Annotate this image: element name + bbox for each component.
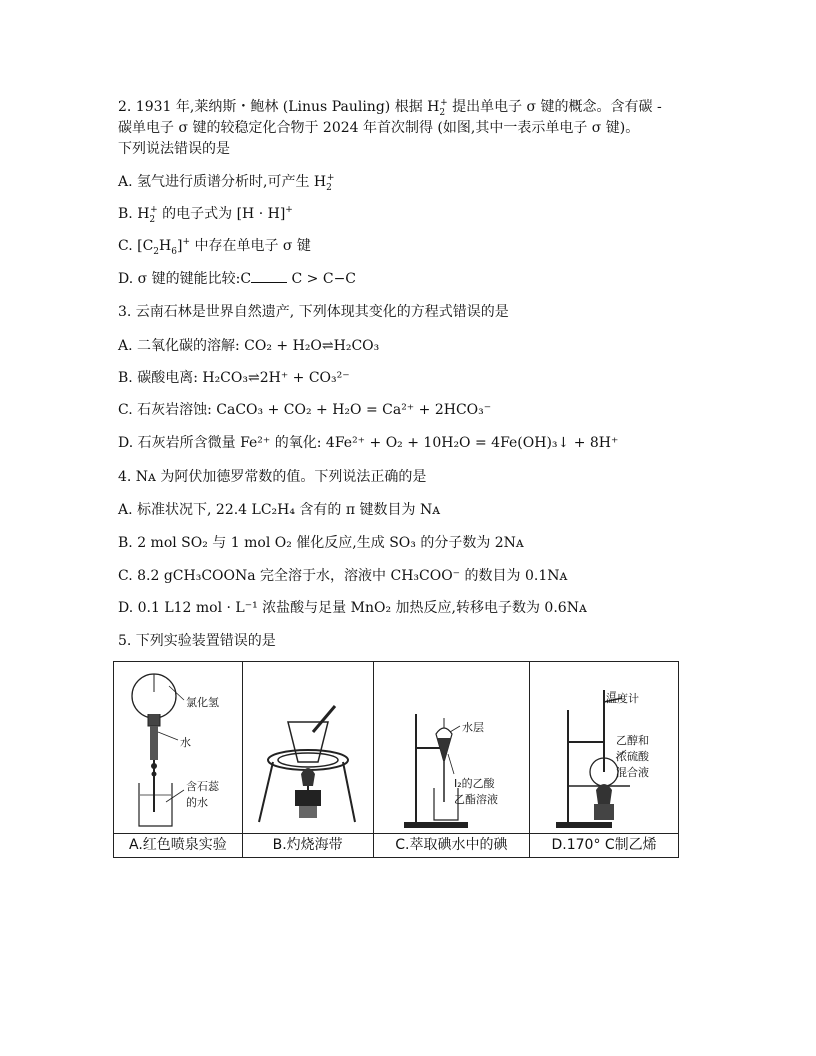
q3-option-b: B. 碳酸电离: H₂CO₃⇌2H⁺ + CO₃²⁻ (118, 370, 350, 386)
label-hydrogen-chloride: 氯化氢 (186, 696, 219, 709)
fountain-apparatus-drawing (114, 662, 242, 833)
q2-line1: 2. 1931 年,莱纳斯・鲍林 (Linus Pauling) 根据 $H_2^+$ 提出单电子 σ 键的概念。含有碳 - (118, 98, 662, 118)
label-thermometer: 温度计 (606, 692, 640, 705)
ethylene-apparatus-drawing (530, 662, 678, 833)
q2-line2: 碳单电子 σ 键的较稳定化合物于 2024 年首次制得 (如图,其中一表示单电子 σ 键)。 (118, 120, 640, 136)
label-mixture-3: 混合液 (616, 766, 650, 779)
label-water: 水 (180, 736, 191, 749)
label-iodine-solution-1: I₂的乙酸 (453, 777, 495, 790)
q2-option-c: C. $[C_2H_6]^+$ 中存在单电子 σ 键 (118, 237, 311, 257)
apparatus-d-ethylene (530, 662, 679, 834)
apparatus-c-extraction (373, 662, 530, 834)
q2-option-b: B. $H_2^+$ 的电子式为 [H · H]+ (118, 205, 293, 225)
bond-blank (251, 270, 287, 283)
q3-option-d: D. 石灰岩所含微量 Fe²⁺ 的氧化: 4Fe²⁺ + O₂ + 10H₂O = 4Fe(OH)₃↓ + 8H⁺ (118, 435, 619, 451)
q4-stem: 4. Nᴀ 为阿伏加德罗常数的值。下列说法正确的是 (118, 469, 427, 485)
label-mixture-2: 浓硫酸 (616, 750, 650, 763)
caption-c: C.萃取碘水中的碘 (373, 834, 530, 858)
caption-a: A.红色喷泉实验 (114, 834, 243, 858)
q2-line3: 下列说法错误的是 (118, 141, 230, 157)
label-water-layer: 水层 (461, 721, 484, 734)
q3-option-a: A. 二氧化碳的溶解: CO₂ + H₂O⇌H₂CO₃ (118, 338, 380, 354)
apparatus-b-burning (242, 662, 373, 834)
label-iodine-solution-2: 乙酯溶液 (453, 793, 498, 806)
q4-option-d: D. 0.1 L12 mol · L⁻¹ 浓盐酸与足量 MnO₂ 加热反应,转移电子数为 0.6Nᴀ (118, 600, 587, 616)
q5-stem: 5. 下列实验装置错误的是 (118, 633, 276, 649)
q2-option-d: D. σ 键的键能比较:C C > C−C (118, 271, 357, 287)
q4-option-c: C. 8.2 gCH₃COONa 完全溶于水，溶液中 CH₃COO⁻ 的数目为 0.1Nᴀ (118, 568, 568, 584)
q2-option-a: A. 氢气进行质谱分析时,可产生 $H_2^+$ (118, 173, 335, 193)
label-litmus-2: 的水 (186, 796, 208, 809)
apparatus-a-fountain (114, 662, 243, 834)
q4-option-a: A. 标准状况下, 22.4 LC₂H₄ 含有的 π 键数目为 Nᴀ (118, 502, 441, 518)
label-litmus-1: 含石蕊 (186, 780, 219, 793)
caption-d: D.170° C制乙烯 (530, 834, 679, 858)
q4-option-b: B. 2 mol SO₂ 与 1 mol O₂ 催化反应,生成 SO₃ 的分子数为 2Nᴀ (118, 535, 524, 551)
label-mixture-1: 乙醇和 (616, 734, 650, 747)
experiment-table (113, 661, 679, 858)
q3-stem: 3. 云南石林是世界自然遗产, 下列体现其变化的方程式错误的是 (118, 304, 509, 320)
q3-option-c: C. 石灰岩溶蚀: CaCO₃ + CO₂ + H₂O = Ca²⁺ + 2HCO₃⁻ (118, 402, 492, 418)
extraction-apparatus-drawing (374, 662, 530, 833)
caption-b: B.灼烧海带 (242, 834, 373, 858)
burning-apparatus-drawing (243, 662, 373, 833)
